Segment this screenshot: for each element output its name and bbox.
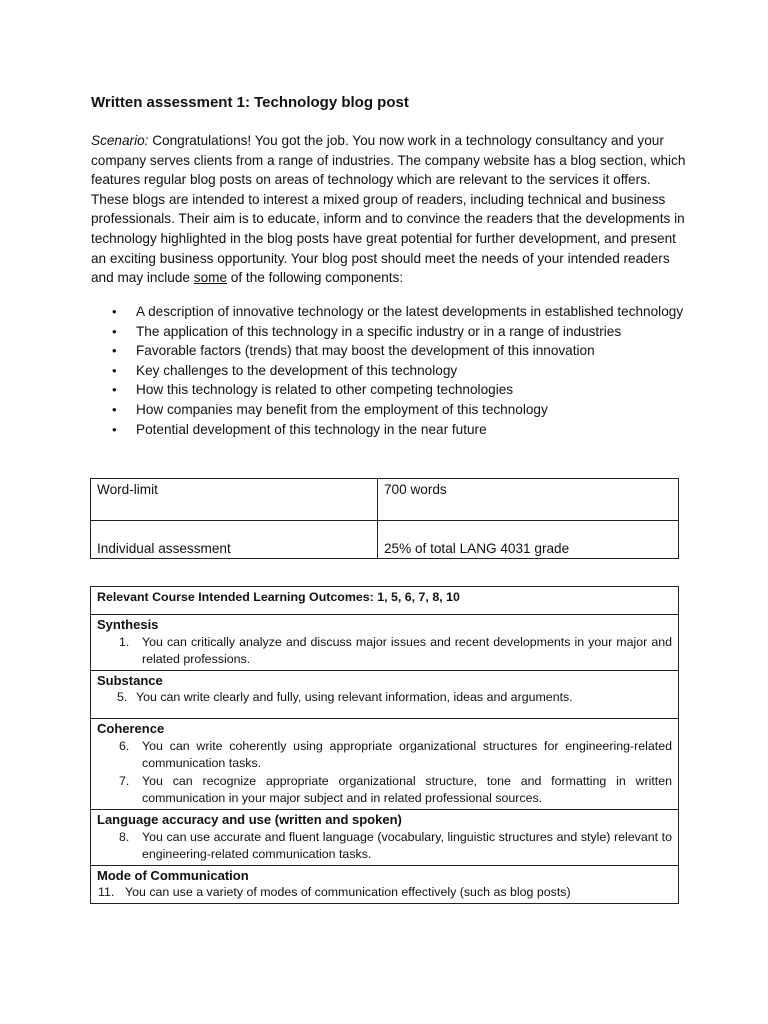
outcome-list bbox=[97, 829, 672, 864]
mode-cell bbox=[91, 865, 679, 903]
list-item: • How this technology is related to other competing technologies bbox=[91, 380, 691, 400]
outcome-list bbox=[97, 634, 672, 669]
bullet-icon: • bbox=[112, 401, 117, 417]
list-item: • Favorable factors (trends) that may boost the development of this innovation bbox=[91, 341, 691, 361]
list-item: • A description of innovative technology or the latest developments in established technology bbox=[91, 302, 691, 322]
word-limit-label: Word-limit bbox=[91, 479, 378, 521]
table-row bbox=[91, 865, 679, 903]
scenario-text: Congratulations! You got the job. You now work in a technology consultancy and your company serves clients from a range of industries. The company website has a blog section, which features regular blog posts on areas of technology which are relevant to the services it offers. These blogs are intended to interest a mixed group of readers, including technical and business professionals. Their aim is to educate, inform and to convince the readers that the developments in technology highlighted in the blog posts have great potential for further development, and present an exciting business opportunity. Your blog post should meet the needs of your intended readers and may include bbox=[91, 133, 686, 286]
substance-cell bbox=[91, 670, 679, 718]
outcomes-header: Relevant Course Intended Learning Outcomes: 1, 5, 6, 7, 8, 10 bbox=[91, 587, 679, 615]
table-row bbox=[91, 615, 679, 671]
section-title: Coherence bbox=[97, 720, 165, 736]
assessment-label: Individual assessment bbox=[91, 521, 378, 559]
bullet-icon: • bbox=[112, 421, 117, 437]
assessment-value: 25% of total LANG 4031 grade bbox=[378, 521, 679, 559]
table-row bbox=[91, 479, 679, 521]
list-item: • Key challenges to the development of this technology bbox=[91, 361, 691, 381]
learning-outcomes-table bbox=[90, 586, 679, 904]
word-limit-value: 700 words bbox=[378, 479, 679, 521]
table-row bbox=[91, 521, 679, 559]
list-item: 8. You can use accurate and fluent language (vocabulary, linguistic structures and style) relevant to engineering-related communication tasks. bbox=[119, 829, 672, 862]
list-item: • Potential development of this technology in the near future bbox=[91, 420, 691, 440]
language-cell bbox=[91, 809, 679, 865]
requirements-table bbox=[90, 478, 679, 559]
list-item: 5. You can write clearly and fully, using relevant information, ideas and arguments. bbox=[117, 690, 573, 705]
bullet-icon: • bbox=[112, 304, 117, 319]
list-item: • How companies may benefit from the employment of this technology bbox=[91, 400, 691, 420]
outcome-list bbox=[97, 689, 672, 707]
scenario-paragraph bbox=[91, 131, 689, 288]
scenario-text-end: of the following components: bbox=[227, 270, 404, 286]
outcome-list bbox=[97, 738, 672, 808]
section-title: Mode of Communication bbox=[97, 867, 249, 883]
table-row bbox=[91, 587, 679, 615]
list-item: 1. You can critically analyze and discuss major issues and recent developments in your major and related professions. bbox=[119, 634, 672, 667]
section-title: Language accuracy and use (written and spoken) bbox=[97, 811, 402, 827]
list-item: 7. You can recognize appropriate organizational structure, tone and formatting in written communication in your major subject and in related professional sources. bbox=[119, 773, 672, 806]
components-list bbox=[91, 302, 691, 439]
section-title: Synthesis bbox=[97, 617, 159, 632]
bullet-icon: • bbox=[112, 323, 117, 339]
list-item: • The application of this technology in a specific industry or in a range of industries bbox=[91, 322, 691, 342]
list-item: 11. You can use a variety of modes of communication effectively (such as blog posts) bbox=[98, 885, 571, 900]
bullet-icon: • bbox=[112, 382, 117, 398]
synthesis-cell bbox=[91, 615, 679, 671]
bullet-icon: • bbox=[112, 362, 117, 378]
table-row bbox=[91, 670, 679, 718]
page-title: Written assessment 1: Technology blog post bbox=[91, 94, 409, 111]
outcome-list bbox=[97, 884, 672, 902]
scenario-underlined-word: some bbox=[193, 270, 228, 286]
table-row bbox=[91, 809, 679, 865]
coherence-cell bbox=[91, 718, 679, 809]
scenario-label: Scenario: bbox=[91, 133, 149, 148]
list-item: 6. You can write coherently using appropriate organizational structures for engineering-related communication tasks. bbox=[119, 738, 672, 771]
section-title: Substance bbox=[97, 672, 163, 688]
table-row bbox=[91, 718, 679, 809]
bullet-icon: • bbox=[112, 343, 117, 359]
